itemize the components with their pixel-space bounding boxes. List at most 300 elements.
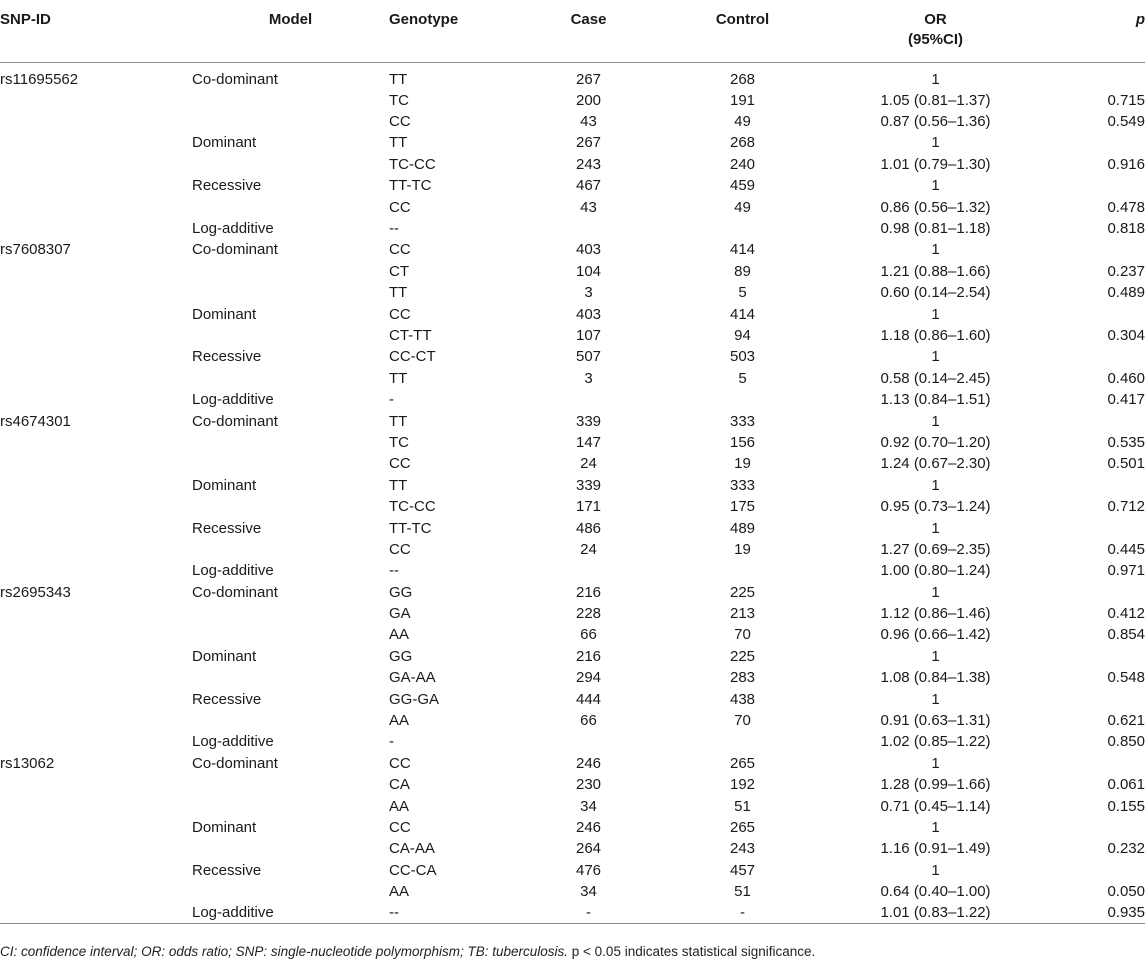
odds-ratio-cell: 1: [931, 177, 940, 195]
header-case: Case: [516, 0, 661, 62]
odds-ratio-cell: 1.02 (0.85–1.22): [880, 733, 991, 751]
odds-ratio-cell: 1.12 (0.86–1.46): [880, 605, 991, 623]
case-count-cell: 294: [575, 669, 602, 687]
p-value-cell: 0.304: [1107, 326, 1145, 344]
genotype-cell: GA: [389, 605, 411, 623]
snp-id-cell: rs11695562: [0, 70, 79, 88]
header-p-value: p: [1047, 0, 1145, 62]
control-count-cell: 265: [729, 754, 756, 772]
model-cell: Co-dominant: [192, 754, 278, 772]
odds-ratio-cell: 1: [931, 348, 940, 366]
snp-id-cell: [0, 154, 192, 175]
p-value-cell: 0.621: [1107, 712, 1145, 730]
genotype-cell: CC: [389, 455, 411, 473]
snp-id-cell: [0, 111, 192, 132]
model-cell: [192, 261, 389, 282]
table-row: [0, 881, 1145, 902]
odds-ratio-cell: 1.24 (0.67–2.30): [880, 455, 991, 473]
control-count-cell: 192: [729, 776, 756, 794]
model-cell: Log-additive: [192, 902, 389, 924]
table-row: [0, 475, 1145, 496]
p-value-cell: 0.061: [1107, 776, 1145, 794]
control-count-cell: [661, 560, 824, 581]
p-value-cell: [1047, 817, 1145, 838]
case-count-cell: 403: [575, 241, 602, 259]
table-row: [0, 239, 1145, 260]
case-count-cell: 34: [580, 797, 597, 815]
model-cell: Recessive: [192, 861, 262, 879]
case-count-cell: -: [516, 902, 661, 924]
snp-id-cell: [0, 303, 192, 324]
snp-id-cell: [0, 817, 192, 838]
table-header: [0, 0, 1145, 62]
case-count-cell: 147: [575, 433, 602, 451]
snp-id-cell: [0, 667, 192, 688]
p-value-cell: 0.715: [1107, 91, 1145, 109]
table-row: [0, 389, 1145, 410]
odds-ratio-cell: 1.28 (0.99–1.66): [880, 776, 991, 794]
genotype-cell: TT: [389, 284, 408, 302]
model-cell: [192, 453, 389, 474]
case-count-cell: 339: [575, 412, 602, 430]
model-cell: [192, 90, 389, 111]
control-count-cell: [661, 218, 824, 239]
snp-id-cell: [0, 517, 192, 538]
genotype-cell: GG: [389, 583, 413, 601]
control-count-cell: 51: [734, 797, 751, 815]
genotype-cell: -: [389, 733, 394, 751]
model-cell: Recessive: [192, 177, 262, 195]
genotype-cell: CT-TT: [389, 326, 432, 344]
genotype-cell: CC-CA: [389, 861, 437, 879]
table-row: [0, 731, 1145, 752]
case-count-cell: [516, 560, 661, 581]
snp-id-cell: [0, 346, 192, 367]
table-row: [0, 795, 1145, 816]
odds-ratio-cell: 1: [931, 519, 940, 537]
table-row: [0, 111, 1145, 132]
p-value-cell: [1047, 346, 1145, 367]
header-or-label: OR: [924, 11, 947, 28]
p-value-cell: 0.460: [1107, 369, 1145, 387]
table-row: [0, 154, 1145, 175]
p-value-cell: [1047, 410, 1145, 431]
odds-ratio-cell: 0.71 (0.45–1.14): [880, 797, 991, 815]
case-count-cell: 66: [580, 626, 597, 644]
control-count-cell: 333: [729, 412, 756, 430]
case-count-cell: 444: [575, 690, 602, 708]
control-count-cell: 5: [738, 284, 747, 302]
snp-id-cell: [0, 453, 192, 474]
model-cell: [192, 496, 389, 517]
model-cell: Co-dominant: [192, 412, 278, 430]
case-count-cell: 230: [575, 776, 602, 794]
odds-ratio-cell: 1.21 (0.88–1.66): [880, 262, 991, 280]
snp-id-cell: [0, 560, 192, 581]
odds-ratio-cell: 0.95 (0.73–1.24): [880, 498, 991, 516]
snp-id-cell: [0, 539, 192, 560]
control-count-cell: 70: [734, 712, 751, 730]
model-cell: [192, 624, 389, 645]
model-cell: [192, 539, 389, 560]
case-count-cell: 24: [580, 540, 597, 558]
genotype-cell: TT: [389, 70, 408, 88]
control-count-cell: 333: [729, 476, 756, 494]
case-count-cell: 467: [575, 177, 602, 195]
snp-id-cell: [0, 325, 192, 346]
odds-ratio-cell: 1: [931, 754, 940, 772]
model-cell: Log-additive: [192, 562, 274, 580]
odds-ratio-cell: 0.87 (0.56–1.36): [880, 113, 991, 131]
control-count-cell: 225: [729, 647, 756, 665]
model-cell: Dominant: [192, 647, 257, 665]
snp-id-cell: [0, 838, 192, 859]
genotype-cell: CA: [389, 776, 410, 794]
model-cell: [192, 667, 389, 688]
p-value-cell: 0.935: [1047, 902, 1145, 924]
snp-id-cell: [0, 710, 192, 731]
header-model: Model: [192, 0, 389, 62]
genotype-cell: --: [389, 220, 399, 238]
snp-id-cell: rs2695343: [0, 583, 71, 601]
control-count-cell: 268: [729, 134, 756, 152]
table-row: [0, 603, 1145, 624]
p-value-cell: 0.971: [1107, 562, 1145, 580]
case-count-cell: 507: [575, 348, 602, 366]
genotype-cell: --: [389, 562, 399, 580]
table-row: [0, 346, 1145, 367]
p-value-cell: [1047, 175, 1145, 196]
odds-ratio-cell: 0.58 (0.14–2.45): [880, 369, 991, 387]
table-row: [0, 303, 1145, 324]
control-count-cell: 414: [729, 241, 756, 259]
p-value-cell: 0.501: [1107, 455, 1145, 473]
case-count-cell: 267: [575, 134, 602, 152]
control-count-cell: 5: [738, 369, 747, 387]
case-count-cell: 246: [575, 818, 602, 836]
p-value-cell: 0.232: [1107, 840, 1145, 858]
genotype-cell: TT: [389, 412, 408, 430]
model-cell: [192, 881, 389, 902]
snp-id-cell: [0, 90, 192, 111]
case-count-cell: 267: [575, 70, 602, 88]
snp-id-cell: [0, 902, 192, 924]
genotype-cell: TC-CC: [389, 155, 436, 173]
model-cell: [192, 325, 389, 346]
model-cell: Dominant: [192, 305, 257, 323]
table-row: [0, 90, 1145, 111]
control-count-cell: 414: [729, 305, 756, 323]
p-value-cell: 0.050: [1107, 883, 1145, 901]
p-value-cell: 0.712: [1107, 498, 1145, 516]
p-value-cell: 0.478: [1107, 198, 1145, 216]
p-value-cell: 0.417: [1107, 391, 1145, 409]
control-count-cell: 438: [729, 690, 756, 708]
case-count-cell: 66: [580, 712, 597, 730]
odds-ratio-cell: 1: [931, 412, 940, 430]
model-cell: Recessive: [192, 519, 262, 537]
case-count-cell: 243: [575, 155, 602, 173]
snp-id-cell: [0, 261, 192, 282]
footnote-abbreviations: CI: confidence interval; OR: odds ratio; SNP: single-nucleotide polymorphism; TB: tuberculosis.: [0, 944, 569, 959]
table-row: [0, 261, 1145, 282]
model-cell: [192, 111, 389, 132]
case-count-cell: 171: [575, 498, 602, 516]
p-value-cell: [1047, 62, 1145, 90]
genotype-cell: AA: [389, 883, 410, 901]
snp-id-cell: [0, 795, 192, 816]
model-cell: [192, 282, 389, 303]
odds-ratio-cell: 1.01 (0.79–1.30): [880, 155, 991, 173]
snp-id-cell: [0, 218, 192, 239]
genotype-cell: CC: [389, 818, 411, 836]
p-value-cell: [1047, 303, 1145, 324]
odds-ratio-cell: 1.08 (0.84–1.38): [880, 669, 991, 687]
snp-id-cell: [0, 196, 192, 217]
genotype-cell: GG: [389, 647, 413, 665]
case-count-cell: [516, 389, 661, 410]
table-row: [0, 624, 1145, 645]
p-value-cell: [1047, 581, 1145, 602]
genotype-cell: TT: [389, 369, 408, 387]
header-or-ci-label: (95%CI): [907, 31, 963, 48]
p-value-cell: 0.489: [1107, 284, 1145, 302]
table-row: [0, 325, 1145, 346]
genotype-cell: CC: [389, 241, 411, 259]
snp-id-cell: [0, 860, 192, 881]
case-count-cell: 228: [575, 605, 602, 623]
model-cell: [192, 368, 389, 389]
model-cell: [192, 432, 389, 453]
genotype-cell: TT: [389, 134, 408, 152]
odds-ratio-cell: 0.91 (0.63–1.31): [880, 712, 991, 730]
genotype-cell: --: [389, 902, 516, 924]
table-row: [0, 62, 1145, 90]
case-count-cell: 3: [584, 284, 593, 302]
control-count-cell: 51: [734, 883, 751, 901]
control-count-cell: 489: [729, 519, 756, 537]
p-value-cell: 0.535: [1107, 433, 1145, 451]
control-count-cell: 243: [729, 840, 756, 858]
table-row: [0, 902, 1145, 924]
control-count-cell: 503: [729, 348, 756, 366]
model-cell: [192, 838, 389, 859]
genotype-cell: TC-CC: [389, 498, 436, 516]
model-cell: Dominant: [192, 476, 257, 494]
control-count-cell: 49: [734, 113, 751, 131]
table-row: [0, 496, 1145, 517]
p-value-cell: [1047, 475, 1145, 496]
odds-ratio-cell: 1: [931, 861, 940, 879]
genotype-cell: CC: [389, 113, 411, 131]
odds-ratio-cell: 0.96 (0.66–1.42): [880, 626, 991, 644]
model-cell: Log-additive: [192, 220, 274, 238]
table-body: [0, 62, 1145, 924]
odds-ratio-cell: 1.13 (0.84–1.51): [880, 391, 991, 409]
table-footnote: [0, 944, 815, 959]
genotype-cell: CC: [389, 540, 411, 558]
snp-id-cell: [0, 132, 192, 153]
control-count-cell: [661, 731, 824, 752]
p-value-cell: 0.155: [1107, 797, 1145, 815]
snp-id-cell: [0, 731, 192, 752]
snp-id-cell: [0, 496, 192, 517]
model-cell: [192, 795, 389, 816]
case-count-cell: 476: [575, 861, 602, 879]
odds-ratio-cell: 1: [931, 70, 940, 88]
model-cell: Dominant: [192, 134, 257, 152]
p-value-cell: [1047, 239, 1145, 260]
odds-ratio-cell: 1: [931, 583, 940, 601]
model-cell: [192, 196, 389, 217]
case-count-cell: 339: [575, 476, 602, 494]
control-count-cell: 457: [729, 861, 756, 879]
table-row: [0, 410, 1145, 431]
model-cell: Co-dominant: [192, 70, 278, 88]
model-cell: Recessive: [192, 690, 262, 708]
case-count-cell: [516, 731, 661, 752]
header-or: [824, 0, 1047, 62]
header-control: Control: [661, 0, 824, 62]
snp-id-cell: [0, 603, 192, 624]
p-value-cell: 0.818: [1107, 220, 1145, 238]
p-value-cell: 0.916: [1107, 155, 1145, 173]
p-value-cell: [1047, 646, 1145, 667]
genotype-cell: CA-AA: [389, 840, 435, 858]
case-count-cell: 246: [575, 754, 602, 772]
table-row: [0, 368, 1145, 389]
snp-id-cell: [0, 175, 192, 196]
case-count-cell: 24: [580, 455, 597, 473]
table-row: [0, 132, 1145, 153]
snp-id-cell: [0, 646, 192, 667]
snp-id-cell: rs7608307: [0, 241, 71, 259]
control-count-cell: 49: [734, 198, 751, 216]
control-count-cell: 459: [729, 177, 756, 195]
snp-id-cell: [0, 624, 192, 645]
odds-ratio-cell: 1.00 (0.80–1.24): [880, 562, 991, 580]
control-count-cell: 191: [729, 91, 756, 109]
case-count-cell: 216: [575, 583, 602, 601]
case-count-cell: 486: [575, 519, 602, 537]
genotype-cell: CC: [389, 198, 411, 216]
table-row: [0, 539, 1145, 560]
genotype-cell: GG-GA: [389, 690, 440, 708]
control-count-cell: 265: [729, 818, 756, 836]
genotype-cell: GA-AA: [389, 669, 436, 687]
control-count-cell: -: [661, 902, 824, 924]
table-row: [0, 175, 1145, 196]
odds-ratio-cell: 0.92 (0.70–1.20): [880, 433, 991, 451]
table-row: [0, 667, 1145, 688]
p-value-cell: 0.445: [1107, 540, 1145, 558]
model-cell: Log-additive: [192, 391, 274, 409]
odds-ratio-cell: 1.16 (0.91–1.49): [880, 840, 991, 858]
control-count-cell: 268: [729, 70, 756, 88]
p-value-cell: 0.548: [1107, 669, 1145, 687]
case-count-cell: [516, 218, 661, 239]
snp-id-cell: [0, 368, 192, 389]
genotype-cell: AA: [389, 626, 410, 644]
odds-ratio-cell: 1.27 (0.69–2.35): [880, 540, 991, 558]
p-value-cell: [1047, 860, 1145, 881]
case-count-cell: 43: [580, 198, 597, 216]
table-row: [0, 453, 1145, 474]
genotype-cell: CC: [389, 305, 411, 323]
control-count-cell: 89: [734, 262, 751, 280]
snp-id-cell: [0, 774, 192, 795]
snp-id-cell: [0, 881, 192, 902]
model-cell: Log-additive: [192, 733, 274, 751]
genotype-cell: CT: [389, 262, 409, 280]
odds-ratio-cell: 1: [931, 241, 940, 259]
header-genotype: Genotype: [389, 0, 516, 62]
genotype-cell: AA: [389, 797, 410, 815]
table-row: [0, 432, 1145, 453]
snp-id-cell: [0, 432, 192, 453]
model-cell: Dominant: [192, 818, 257, 836]
odds-ratio-cell: 1: [931, 818, 940, 836]
genotype-cell: -: [389, 391, 394, 409]
control-count-cell: 19: [734, 540, 751, 558]
control-count-cell: 175: [729, 498, 756, 516]
control-count-cell: 94: [734, 326, 751, 344]
model-cell: Recessive: [192, 348, 262, 366]
table-row: [0, 218, 1145, 239]
table-row: [0, 282, 1145, 303]
model-cell: Co-dominant: [192, 241, 278, 259]
genotype-cell: AA: [389, 712, 410, 730]
odds-ratio-cell: 1: [931, 305, 940, 323]
control-count-cell: [661, 389, 824, 410]
model-cell: [192, 154, 389, 175]
case-count-cell: 107: [575, 326, 602, 344]
control-count-cell: 225: [729, 583, 756, 601]
odds-ratio-cell: 1: [931, 134, 940, 152]
table-row: [0, 560, 1145, 581]
table-row: [0, 581, 1145, 602]
table-row: [0, 838, 1145, 859]
genotype-cell: TT-TC: [389, 519, 432, 537]
odds-ratio-cell: 1.18 (0.86–1.60): [880, 326, 991, 344]
odds-ratio-cell: 1.01 (0.83–1.22): [824, 902, 1047, 924]
model-cell: Co-dominant: [192, 583, 278, 601]
table-row: [0, 196, 1145, 217]
case-count-cell: 3: [584, 369, 593, 387]
p-value-cell: [1047, 688, 1145, 709]
table-row: [0, 517, 1145, 538]
odds-ratio-cell: 1: [931, 690, 940, 708]
snp-id-cell: [0, 389, 192, 410]
snp-id-cell: rs13062: [0, 754, 55, 772]
model-cell: [192, 774, 389, 795]
case-count-cell: 200: [575, 91, 602, 109]
header-snp-id: SNP-ID: [0, 0, 192, 62]
table-row: [0, 860, 1145, 881]
p-value-cell: 0.549: [1107, 113, 1145, 131]
control-count-cell: 240: [729, 155, 756, 173]
odds-ratio-cell: 0.86 (0.56–1.32): [880, 198, 991, 216]
snp-id-cell: rs4674301: [0, 412, 71, 430]
table-row: [0, 753, 1145, 774]
table-row: [0, 646, 1145, 667]
case-count-cell: 43: [580, 113, 597, 131]
model-cell: [192, 710, 389, 731]
footnote-significance: p < 0.05 indicates statistical significance.: [571, 944, 816, 959]
genotype-cell: CC: [389, 754, 411, 772]
case-count-cell: 216: [575, 647, 602, 665]
genotype-cell: CC-CT: [389, 348, 436, 366]
